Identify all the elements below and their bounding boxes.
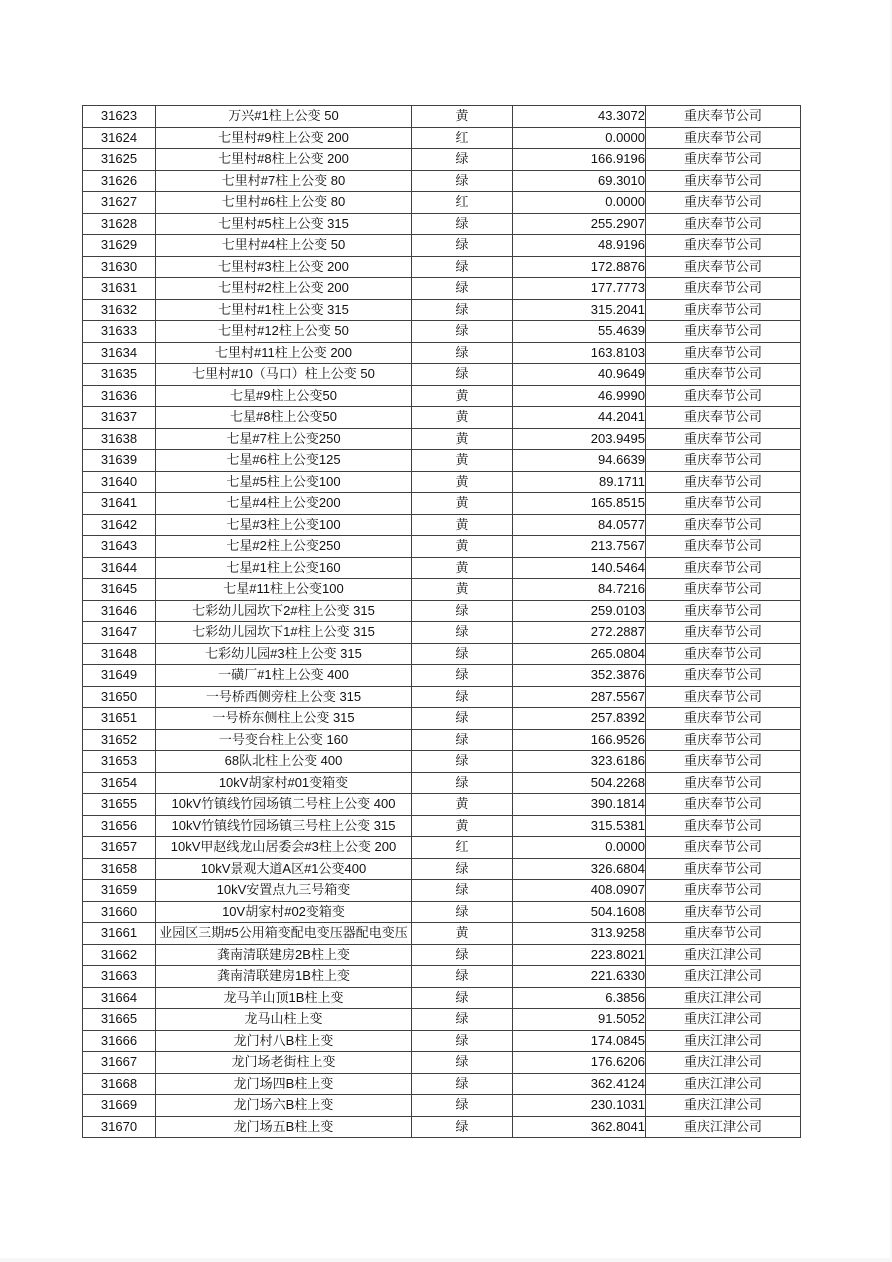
cell-status: 绿 [412,708,513,730]
cell-value: 89.1711 [513,471,646,493]
cell-status: 黄 [412,557,513,579]
table-row [83,987,801,1009]
cell-company: 重庆奉节公司 [646,579,801,601]
cell-name: 七里村#12柱上公变 50 [156,321,412,343]
cell-company: 重庆奉节公司 [646,729,801,751]
cell-company: 重庆奉节公司 [646,751,801,773]
cell-company: 重庆奉节公司 [646,600,801,622]
cell-name: 七彩幼儿园坎下2#柱上公变 315 [156,600,412,622]
cell-company: 重庆江津公司 [646,1116,801,1138]
cell-company: 重庆江津公司 [646,1095,801,1117]
cell-status: 红 [412,127,513,149]
cell-company: 重庆奉节公司 [646,622,801,644]
cell-status: 黄 [412,815,513,837]
cell-company: 重庆奉节公司 [646,342,801,364]
cell-company: 重庆江津公司 [646,1030,801,1052]
cell-value: 255.2907 [513,213,646,235]
cell-value: 362.8041 [513,1116,646,1138]
cell-value: 313.9258 [513,923,646,945]
cell-value: 177.7773 [513,278,646,300]
cell-status: 绿 [412,321,513,343]
cell-value: 287.5567 [513,686,646,708]
cell-id: 31634 [83,342,156,364]
cell-company: 重庆江津公司 [646,1009,801,1031]
cell-id: 31653 [83,751,156,773]
cell-name: 10kV胡家村#01变箱变 [156,772,412,794]
cell-company: 重庆奉节公司 [646,321,801,343]
cell-name: 七里村#5柱上公变 315 [156,213,412,235]
cell-company: 重庆奉节公司 [646,686,801,708]
cell-company: 重庆奉节公司 [646,536,801,558]
cell-company: 重庆奉节公司 [646,772,801,794]
cell-status: 绿 [412,342,513,364]
cell-company: 重庆奉节公司 [646,471,801,493]
cell-status: 绿 [412,901,513,923]
cell-value: 259.0103 [513,600,646,622]
cell-company: 重庆江津公司 [646,966,801,988]
table-row [83,1052,801,1074]
cell-status: 绿 [412,1073,513,1095]
cell-company: 重庆江津公司 [646,1052,801,1074]
cell-id: 31660 [83,901,156,923]
cell-company: 重庆奉节公司 [646,256,801,278]
cell-value: 504.1608 [513,901,646,923]
cell-id: 31649 [83,665,156,687]
cell-id: 31641 [83,493,156,515]
cell-id: 31640 [83,471,156,493]
table-row [83,299,801,321]
cell-name: 七里村#10（马口）柱上公变 50 [156,364,412,386]
transformer-table [82,105,801,1138]
cell-name: 万兴#1柱上公变 50 [156,106,412,128]
cell-name: 龙马山柱上变 [156,1009,412,1031]
cell-status: 黄 [412,579,513,601]
table-row [83,170,801,192]
cell-company: 重庆奉节公司 [646,213,801,235]
cell-name: 七里村#11柱上公变 200 [156,342,412,364]
cell-value: 166.9526 [513,729,646,751]
cell-company: 重庆奉节公司 [646,665,801,687]
cell-id: 31666 [83,1030,156,1052]
table-row [83,944,801,966]
cell-name: 10V胡家村#02变箱变 [156,901,412,923]
table-row [83,278,801,300]
cell-status: 绿 [412,1095,513,1117]
cell-status: 绿 [412,643,513,665]
cell-value: 390.1814 [513,794,646,816]
cell-status: 绿 [412,858,513,880]
cell-status: 绿 [412,278,513,300]
cell-company: 重庆奉节公司 [646,923,801,945]
cell-value: 257.8392 [513,708,646,730]
table-row [83,837,801,859]
cell-value: 40.9649 [513,364,646,386]
cell-value: 140.5464 [513,557,646,579]
cell-id: 31667 [83,1052,156,1074]
cell-status: 绿 [412,686,513,708]
cell-id: 31631 [83,278,156,300]
cell-status: 黄 [412,536,513,558]
cell-id: 31628 [83,213,156,235]
cell-id: 31642 [83,514,156,536]
cell-name: 龙门场四B柱上变 [156,1073,412,1095]
cell-name: 七星#3柱上公变100 [156,514,412,536]
cell-id: 31643 [83,536,156,558]
cell-value: 272.2887 [513,622,646,644]
table-row [83,665,801,687]
cell-company: 重庆奉节公司 [646,149,801,171]
cell-name: 龚南清联建房2B柱上变 [156,944,412,966]
cell-value: 163.8103 [513,342,646,364]
cell-name: 七星#7柱上公变250 [156,428,412,450]
cell-name: 七里村#2柱上公变 200 [156,278,412,300]
cell-name: 龙门场五B柱上变 [156,1116,412,1138]
cell-status: 黄 [412,385,513,407]
table-row [83,1116,801,1138]
table-row [83,557,801,579]
table-row [83,901,801,923]
cell-name: 一号桥东侧柱上公变 315 [156,708,412,730]
cell-company: 重庆奉节公司 [646,450,801,472]
table-row [83,127,801,149]
cell-value: 55.4639 [513,321,646,343]
cell-value: 174.0845 [513,1030,646,1052]
cell-company: 重庆奉节公司 [646,557,801,579]
cell-id: 31629 [83,235,156,257]
table-row [83,428,801,450]
cell-company: 重庆江津公司 [646,944,801,966]
cell-value: 44.2041 [513,407,646,429]
cell-value: 408.0907 [513,880,646,902]
cell-name: 龙门场老街柱上变 [156,1052,412,1074]
cell-name: 10kV竹镇线竹园场镇三号柱上公变 315 [156,815,412,837]
table-row [83,364,801,386]
cell-name: 一磺厂#1柱上公变 400 [156,665,412,687]
cell-status: 黄 [412,794,513,816]
cell-name: 七里村#1柱上公变 315 [156,299,412,321]
cell-company: 重庆奉节公司 [646,278,801,300]
table-row [83,858,801,880]
cell-id: 31646 [83,600,156,622]
cell-name: 七星#8柱上公变50 [156,407,412,429]
cell-company: 重庆奉节公司 [646,837,801,859]
cell-name: 七星#9柱上公变50 [156,385,412,407]
table-row [83,794,801,816]
cell-status: 黄 [412,923,513,945]
table-row [83,321,801,343]
cell-value: 326.6804 [513,858,646,880]
cell-value: 362.4124 [513,1073,646,1095]
table-row [83,149,801,171]
cell-company: 重庆奉节公司 [646,815,801,837]
cell-name: 七星#1柱上公变160 [156,557,412,579]
cell-status: 绿 [412,772,513,794]
cell-status: 绿 [412,600,513,622]
cell-id: 31662 [83,944,156,966]
cell-name: 10kV竹镇线竹园场镇二号柱上公变 400 [156,794,412,816]
cell-id: 31657 [83,837,156,859]
table-row [83,213,801,235]
cell-name: 七星#2柱上公变250 [156,536,412,558]
cell-id: 31635 [83,364,156,386]
table-row [83,772,801,794]
cell-value: 504.2268 [513,772,646,794]
cell-name: 龙门村八B柱上变 [156,1030,412,1052]
cell-status: 黄 [412,471,513,493]
cell-value: 46.9990 [513,385,646,407]
table-row [83,1095,801,1117]
cell-value: 352.3876 [513,665,646,687]
table-row [83,579,801,601]
cell-status: 绿 [412,987,513,1009]
cell-id: 31661 [83,923,156,945]
table-row [83,514,801,536]
table-row [83,815,801,837]
table-row [83,643,801,665]
cell-company: 重庆奉节公司 [646,428,801,450]
cell-company: 重庆奉节公司 [646,514,801,536]
cell-status: 黄 [412,493,513,515]
cell-value: 315.2041 [513,299,646,321]
cell-id: 31650 [83,686,156,708]
cell-status: 绿 [412,729,513,751]
cell-status: 绿 [412,622,513,644]
cell-company: 重庆江津公司 [646,987,801,1009]
cell-status: 绿 [412,1009,513,1031]
cell-value: 230.1031 [513,1095,646,1117]
cell-value: 203.9495 [513,428,646,450]
cell-status: 绿 [412,1116,513,1138]
cell-id: 31636 [83,385,156,407]
cell-status: 绿 [412,1030,513,1052]
cell-status: 绿 [412,1052,513,1074]
cell-name: 七彩幼儿园#3柱上公变 315 [156,643,412,665]
cell-value: 315.5381 [513,815,646,837]
table-row [83,600,801,622]
table-row [83,1073,801,1095]
cell-id: 31644 [83,557,156,579]
cell-status: 绿 [412,665,513,687]
cell-status: 绿 [412,149,513,171]
cell-status: 绿 [412,966,513,988]
cell-name: 七里村#9柱上公变 200 [156,127,412,149]
cell-name: 一号桥西侧旁柱上公变 315 [156,686,412,708]
table-row [83,342,801,364]
cell-value: 94.6639 [513,450,646,472]
cell-id: 31639 [83,450,156,472]
cell-value: 265.0804 [513,643,646,665]
cell-id: 31664 [83,987,156,1009]
cell-company: 重庆奉节公司 [646,858,801,880]
cell-value: 213.7567 [513,536,646,558]
cell-company: 重庆奉节公司 [646,643,801,665]
cell-status: 绿 [412,299,513,321]
cell-id: 31627 [83,192,156,214]
cell-name: 龚南清联建房1B柱上变 [156,966,412,988]
cell-id: 31647 [83,622,156,644]
cell-id: 31668 [83,1073,156,1095]
cell-value: 165.8515 [513,493,646,515]
table-body [83,106,801,1138]
cell-name: 七里村#6柱上公变 80 [156,192,412,214]
cell-company: 重庆奉节公司 [646,794,801,816]
table-row [83,106,801,128]
table-row [83,1009,801,1031]
cell-company: 重庆奉节公司 [646,192,801,214]
cell-company: 重庆奉节公司 [646,407,801,429]
cell-name: 龙门场六B柱上变 [156,1095,412,1117]
cell-id: 31656 [83,815,156,837]
cell-value: 43.3072 [513,106,646,128]
cell-id: 31637 [83,407,156,429]
table-row [83,686,801,708]
cell-company: 重庆奉节公司 [646,170,801,192]
table-row [83,450,801,472]
cell-status: 绿 [412,364,513,386]
cell-value: 323.6186 [513,751,646,773]
cell-name: 七星#5柱上公变100 [156,471,412,493]
cell-id: 31624 [83,127,156,149]
cell-company: 重庆奉节公司 [646,901,801,923]
cell-company: 重庆奉节公司 [646,235,801,257]
table-row [83,923,801,945]
cell-company: 重庆奉节公司 [646,364,801,386]
cell-name: 10kV甲赵线龙山居委会#3柱上公变 200 [156,837,412,859]
cell-name: 七彩幼儿园坎下1#柱上公变 315 [156,622,412,644]
cell-status: 红 [412,192,513,214]
cell-id: 31665 [83,1009,156,1031]
cell-value: 69.3010 [513,170,646,192]
table-row [83,407,801,429]
cell-status: 绿 [412,944,513,966]
cell-value: 0.0000 [513,837,646,859]
table-row [83,1030,801,1052]
cell-id: 31630 [83,256,156,278]
cell-value: 221.6330 [513,966,646,988]
cell-company: 重庆奉节公司 [646,385,801,407]
cell-id: 31658 [83,858,156,880]
cell-status: 黄 [412,428,513,450]
table-row [83,729,801,751]
cell-status: 红 [412,837,513,859]
cell-id: 31645 [83,579,156,601]
cell-value: 6.3856 [513,987,646,1009]
table-row [83,708,801,730]
cell-status: 黄 [412,106,513,128]
cell-name: 龙马羊山顶1B柱上变 [156,987,412,1009]
table-row [83,622,801,644]
cell-status: 绿 [412,751,513,773]
table-row [83,385,801,407]
cell-id: 31626 [83,170,156,192]
cell-company: 重庆奉节公司 [646,106,801,128]
cell-status: 黄 [412,407,513,429]
cell-value: 176.6206 [513,1052,646,1074]
cell-id: 31669 [83,1095,156,1117]
table-row [83,493,801,515]
cell-id: 31625 [83,149,156,171]
cell-value: 48.9196 [513,235,646,257]
cell-value: 223.8021 [513,944,646,966]
cell-name: 七里村#8柱上公变 200 [156,149,412,171]
cell-company: 重庆奉节公司 [646,299,801,321]
cell-name: 七星#4柱上公变200 [156,493,412,515]
cell-company: 重庆奉节公司 [646,708,801,730]
table-row [83,192,801,214]
table-row [83,751,801,773]
cell-name: 七星#11柱上公变100 [156,579,412,601]
cell-value: 84.0577 [513,514,646,536]
table-row [83,256,801,278]
cell-id: 31655 [83,794,156,816]
table-row [83,966,801,988]
cell-value: 0.0000 [513,127,646,149]
cell-id: 31663 [83,966,156,988]
table-row [83,471,801,493]
cell-id: 31651 [83,708,156,730]
cell-name: 10kV景观大道A区#1公变400 [156,858,412,880]
cell-value: 166.9196 [513,149,646,171]
table-row [83,536,801,558]
cell-id: 31659 [83,880,156,902]
cell-company: 重庆江津公司 [646,1073,801,1095]
cell-name: 业园区三期#5公用箱变配电变压器配电变压 [156,923,412,945]
cell-value: 172.8876 [513,256,646,278]
cell-name: 七里村#7柱上公变 80 [156,170,412,192]
cell-name: 68队北柱上公变 400 [156,751,412,773]
cell-status: 黄 [412,514,513,536]
cell-value: 84.7216 [513,579,646,601]
table-row [83,880,801,902]
cell-id: 31633 [83,321,156,343]
cell-name: 10kV安置点九三号箱变 [156,880,412,902]
table-row [83,235,801,257]
cell-company: 重庆奉节公司 [646,880,801,902]
cell-name: 七里村#3柱上公变 200 [156,256,412,278]
cell-value: 0.0000 [513,192,646,214]
cell-status: 绿 [412,880,513,902]
cell-id: 31648 [83,643,156,665]
cell-id: 31670 [83,1116,156,1138]
cell-status: 绿 [412,213,513,235]
cell-id: 31654 [83,772,156,794]
cell-status: 黄 [412,450,513,472]
cell-id: 31623 [83,106,156,128]
cell-company: 重庆奉节公司 [646,493,801,515]
cell-name: 一号变台柱上公变 160 [156,729,412,751]
cell-company: 重庆奉节公司 [646,127,801,149]
cell-value: 91.5052 [513,1009,646,1031]
cell-status: 绿 [412,170,513,192]
cell-id: 31652 [83,729,156,751]
cell-status: 绿 [412,256,513,278]
cell-id: 31632 [83,299,156,321]
cell-name: 七里村#4柱上公变 50 [156,235,412,257]
cell-status: 绿 [412,235,513,257]
cell-name: 七星#6柱上公变125 [156,450,412,472]
cell-id: 31638 [83,428,156,450]
